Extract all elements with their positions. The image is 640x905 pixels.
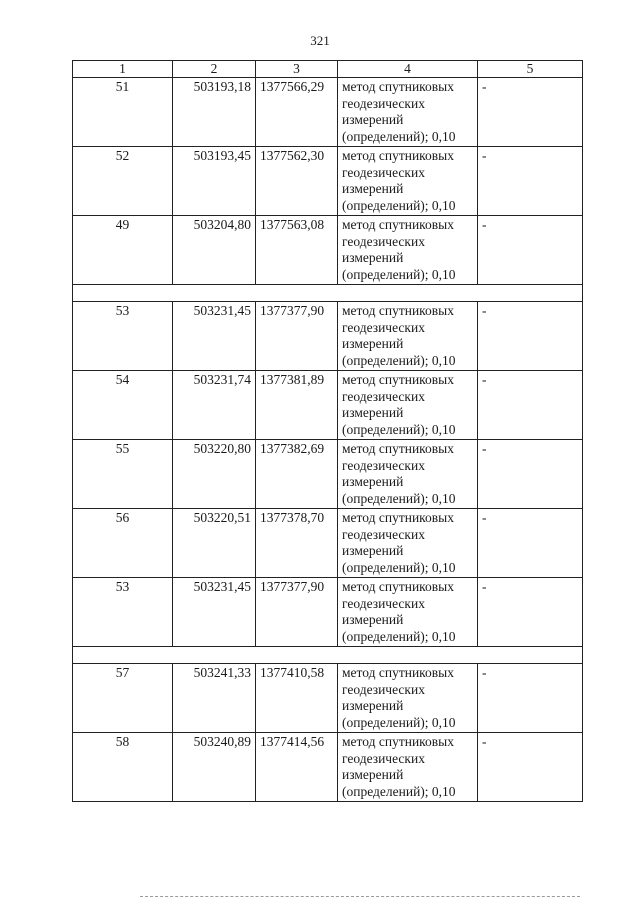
x-coordinate-cell: 503241,33 (173, 664, 256, 733)
x-coordinate-cell: 503231,74 (173, 371, 256, 440)
note-cell: - (478, 147, 583, 216)
method-accuracy-cell: метод спутниковых геодезических измерений (определений); 0,10 (338, 147, 478, 216)
method-accuracy-cell: метод спутниковых геодезических измерений (определений); 0,10 (338, 733, 478, 802)
table-row (73, 733, 583, 802)
note-cell: - (478, 664, 583, 733)
table-row (73, 78, 583, 147)
note-cell: - (478, 216, 583, 285)
point-number-cell: 54 (73, 371, 173, 440)
y-coordinate-cell: 1377563,08 (256, 216, 338, 285)
table-body (73, 61, 583, 802)
table-row (73, 578, 583, 647)
method-accuracy-cell: метод спутниковых геодезических измерений (определений); 0,10 (338, 440, 478, 509)
table-row (73, 371, 583, 440)
page-number: 321 (310, 33, 330, 48)
y-coordinate-cell: 1377410,58 (256, 664, 338, 733)
point-number-cell: 53 (73, 302, 173, 371)
group-separator-cell (73, 285, 583, 302)
method-accuracy-cell: метод спутниковых геодезических измерений (определений); 0,10 (338, 509, 478, 578)
column-header: 1 (73, 61, 173, 78)
y-coordinate-cell: 1377562,30 (256, 147, 338, 216)
column-header: 5 (478, 61, 583, 78)
group-separator-row (73, 285, 583, 302)
coordinates-table-container (72, 60, 582, 802)
note-cell: - (478, 509, 583, 578)
note-cell: - (478, 302, 583, 371)
note-cell: - (478, 78, 583, 147)
method-accuracy-cell: метод спутниковых геодезических измерений (определений); 0,10 (338, 78, 478, 147)
y-coordinate-cell: 1377566,29 (256, 78, 338, 147)
point-number-cell: 58 (73, 733, 173, 802)
table-row (73, 509, 583, 578)
table-header-row (73, 61, 583, 78)
x-coordinate-cell: 503193,18 (173, 78, 256, 147)
y-coordinate-cell: 1377378,70 (256, 509, 338, 578)
x-coordinate-cell: 503204,80 (173, 216, 256, 285)
y-coordinate-cell: 1377377,90 (256, 302, 338, 371)
group-separator-row (73, 647, 583, 664)
group-separator-cell (73, 647, 583, 664)
table-row (73, 147, 583, 216)
table-row (73, 664, 583, 733)
column-header: 2 (173, 61, 256, 78)
method-accuracy-cell: метод спутниковых геодезических измерений (определений); 0,10 (338, 371, 478, 440)
coordinates-table (72, 60, 583, 802)
table-row (73, 302, 583, 371)
x-coordinate-cell: 503220,51 (173, 509, 256, 578)
method-accuracy-cell: метод спутниковых геодезических измерений (определений); 0,10 (338, 664, 478, 733)
point-number-cell: 55 (73, 440, 173, 509)
point-number-cell: 56 (73, 509, 173, 578)
column-header: 4 (338, 61, 478, 78)
scan-artifact-line (140, 896, 580, 900)
method-accuracy-cell: метод спутниковых геодезических измерений (определений); 0,10 (338, 302, 478, 371)
method-accuracy-cell: метод спутниковых геодезических измерений (определений); 0,10 (338, 216, 478, 285)
note-cell: - (478, 371, 583, 440)
method-accuracy-cell: метод спутниковых геодезических измерений (определений); 0,10 (338, 578, 478, 647)
x-coordinate-cell: 503231,45 (173, 302, 256, 371)
x-coordinate-cell: 503193,45 (173, 147, 256, 216)
note-cell: - (478, 440, 583, 509)
point-number-cell: 49 (73, 216, 173, 285)
x-coordinate-cell: 503231,45 (173, 578, 256, 647)
y-coordinate-cell: 1377381,89 (256, 371, 338, 440)
table-row (73, 216, 583, 285)
y-coordinate-cell: 1377382,69 (256, 440, 338, 509)
x-coordinate-cell: 503240,89 (173, 733, 256, 802)
table-row (73, 440, 583, 509)
point-number-cell: 52 (73, 147, 173, 216)
point-number-cell: 53 (73, 578, 173, 647)
point-number-cell: 57 (73, 664, 173, 733)
note-cell: - (478, 578, 583, 647)
column-header: 3 (256, 61, 338, 78)
point-number-cell: 51 (73, 78, 173, 147)
x-coordinate-cell: 503220,80 (173, 440, 256, 509)
note-cell: - (478, 733, 583, 802)
y-coordinate-cell: 1377377,90 (256, 578, 338, 647)
y-coordinate-cell: 1377414,56 (256, 733, 338, 802)
